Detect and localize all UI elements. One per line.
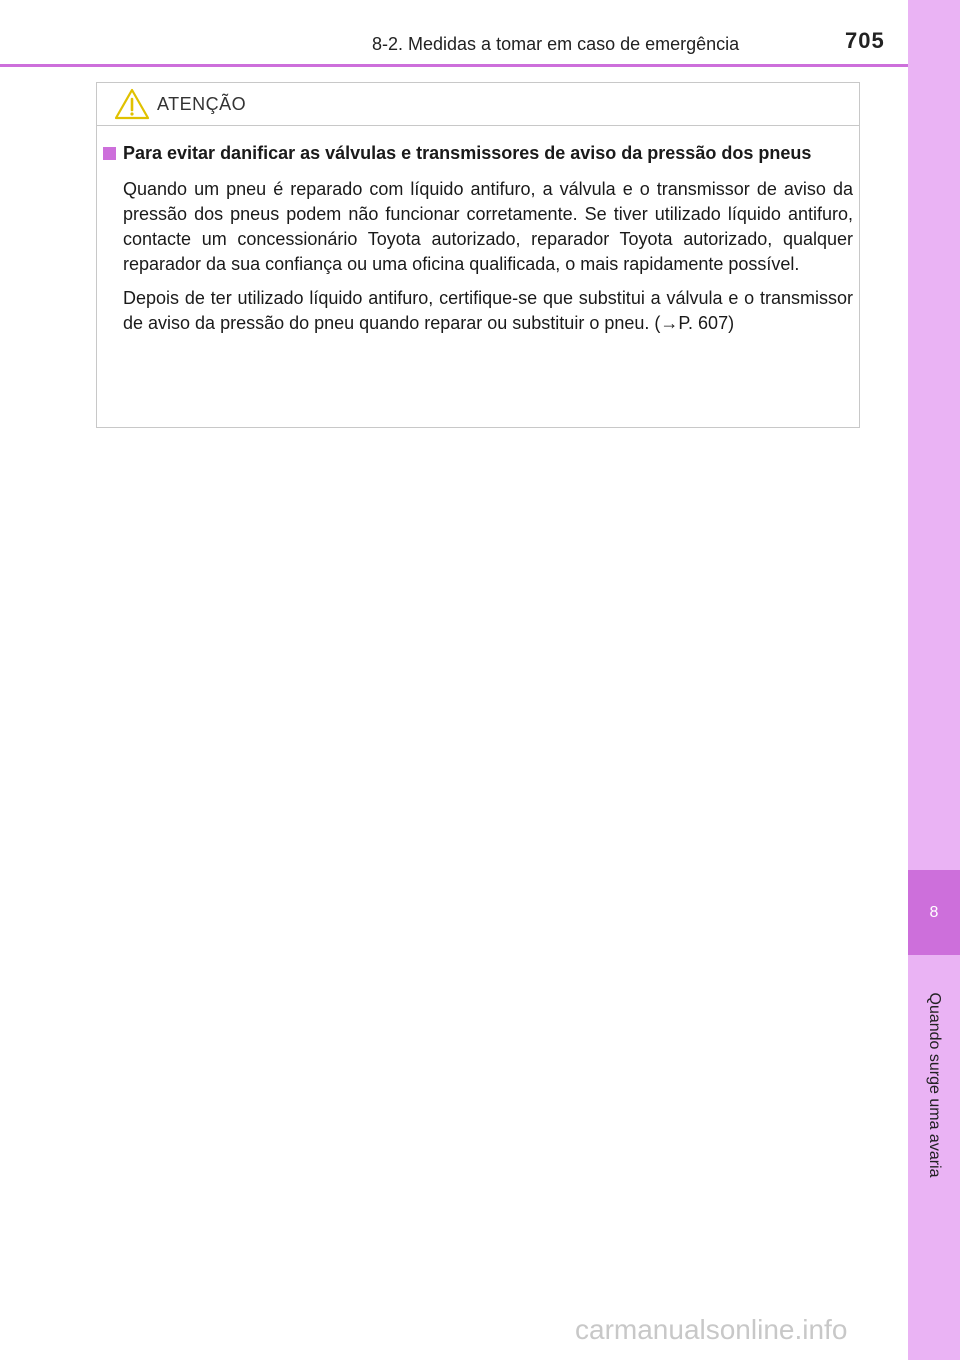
warning-subheading [103,141,853,166]
warning-header [97,83,859,126]
page-number: 705 [845,28,885,53]
watermark: carmanualsonline.info [575,1314,848,1345]
header-divider [0,64,908,67]
chapter-tab[interactable] [908,870,960,955]
section-title: 8-2. Medidas a tomar em caso de emergência [372,34,740,54]
chapter-label: Quando surge uma avaria [926,992,943,1178]
warning-body [103,141,853,336]
warning-paragraph-2: Depois de ter utilizado líquido antifuro, certifique-se que substitui a válvula e o transmissor de aviso da pressão do pneu quando reparar ou substituir o pneu. (→P. 607) [123,288,853,333]
square-bullet-icon [103,147,116,160]
warning-box [96,82,860,428]
warning-paragraph-1: Quando um pneu é reparado com líquido antifuro, a válvula e o transmissor de aviso da pressão dos pneus podem não funcionar corretamente. Se tiver utilizado líquido antifuro, contacte um concessionário Toyota autorizado, reparador Toyota autorizado, qualquer reparador da sua confiança ou uma oficina qualificada, o mais rapidamente possível. [123,179,853,274]
warning-triangle-icon [113,87,151,121]
warning-title: ATENÇÃO [157,94,247,114]
chapter-number: 8 [929,903,939,921]
warning-subheading-text: Para evitar danificar as válvulas e transmissores de aviso da pressão dos pneus [123,143,812,163]
